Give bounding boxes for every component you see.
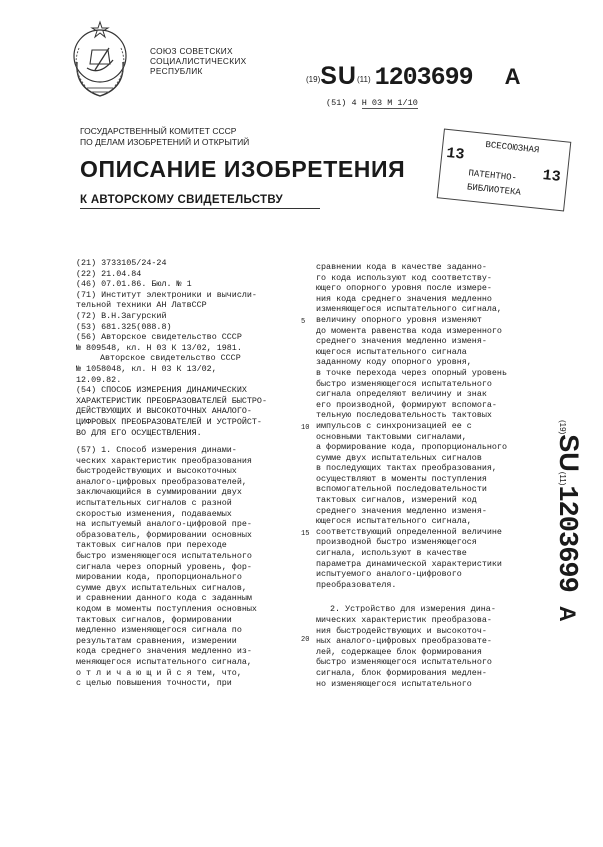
side-publication-number (548, 420, 588, 680)
claim-line: быстро изменяющегося испытательного (316, 378, 492, 389)
side-patent-number: 1203699 (551, 485, 581, 592)
claim-line: быстродействующих и высокоточных (76, 466, 237, 477)
line-number: 10 (301, 424, 310, 432)
claim-line: кода среднего значения медленно из- (76, 646, 252, 657)
biblio-line: ДЕЙСТВУЮЩИХ И ВЫСОКОТОЧНЫХ АНАЛОГО- (76, 406, 252, 417)
country-name-block (150, 46, 246, 76)
claim-line: ющегося испытательного сигнала (316, 346, 467, 357)
library-stamp (437, 129, 572, 212)
claim-line: заключающийся в суммировании двух (76, 487, 242, 498)
claim-line: его производной, формируют вспомога- (316, 399, 497, 410)
biblio-line: (53) 681.325(088.8) (76, 321, 172, 332)
right-column (316, 262, 540, 689)
stamp-number: 13 (541, 167, 562, 186)
ipc-prefix: (51) 4 (326, 98, 357, 108)
biblio-line: тельной техники АН ЛатвССР (76, 300, 207, 311)
claim-line: среднего значения медленно изменя- (316, 336, 487, 347)
claim-line: с целью повышения точности, при (76, 678, 232, 689)
claim-line: преобразователя. (316, 579, 397, 590)
ipc-classification (326, 98, 418, 108)
country-line: СОЮЗ СОВЕТСКИХ (150, 46, 233, 56)
claim-line: мировании кода, пропорционального (76, 572, 242, 583)
claim-line: сигнала, используют в качестве (316, 548, 467, 559)
country-code: SU (320, 62, 357, 90)
code-19: (19) (306, 75, 321, 84)
claim-line: ющего опорного уровня после измере- (316, 283, 492, 294)
claim-line: а формирование кода, пропорционального (316, 442, 507, 453)
stamp-line: ПАТЕНТНО- (467, 168, 518, 184)
claim-line: сравнении кода в качестве заданно- (316, 262, 487, 272)
biblio-line: (22) 21.04.84 (76, 268, 142, 279)
biblio-line: (72) В.Н.Загурский (76, 310, 167, 321)
biblio-line: ЦИФРОВЫХ ПРЕОБРАЗОВАТЕЛЕЙ И УСТРОЙСТ- (76, 416, 262, 427)
claim-line: в последующих тактах преобразования, (316, 463, 497, 474)
claim-line: о т л и ч а ю щ и й с я тем, что, (76, 667, 242, 678)
side-number-text (551, 420, 584, 622)
claim-line: заданному коду опорного уровня, (316, 357, 472, 368)
ussr-emblem-icon (65, 18, 135, 102)
claim-line: вспомогательной последовательности (316, 484, 487, 495)
claim-line: величину опорного уровня изменяют (316, 314, 482, 325)
biblio-line: ХАРАКТЕРИСТИК ПРЕОБРАЗОВАТЕЛЕЙ БЫСТРО- (76, 395, 267, 406)
biblio-line: (54) СПОСОБ ИЗМЕРЕНИЯ ДИНАМИЧЕСКИХ (76, 385, 247, 396)
claim-line: импульсов с синхронизацией ее с (316, 420, 472, 431)
committee-line: ГОСУДАРСТВЕННЫЙ КОМИТЕТ СССР (80, 126, 237, 136)
claim-line: на испытуемый аналого-цифровой пре- (76, 519, 252, 530)
side-country-code: SU (554, 434, 584, 472)
claim-line: го кода используют код соответству- (316, 272, 492, 283)
line-number: 20 (301, 636, 310, 644)
claim-line: сигнала через опорный уровень, фор- (76, 561, 252, 572)
claim-line: аналого-цифровых преобразователей, (76, 476, 247, 487)
claim-line: до момента равенства кода измеренного (316, 325, 502, 336)
claim-line: ющегося испытательного сигнала, (316, 516, 472, 527)
stamp-line: ВСЕСОЮЗНАЯ (484, 139, 540, 156)
claim-line: образователь, формировании основных (76, 529, 252, 540)
claim-line: скоростью изменения, подаваемых (76, 508, 232, 519)
stamp-number: 13 (445, 144, 466, 164)
title-divider (80, 208, 320, 209)
biblio-line: (21) 3733105/24-24 (76, 258, 167, 268)
committee-block (80, 126, 249, 147)
biblio-line: № 1058048, кл. Н 03 К 13/02, (76, 363, 217, 374)
claim-line: сигнала, блок формирования медлен- (316, 667, 487, 678)
claim-line: параметра динамической характеристики (316, 558, 502, 569)
claim-line: быстро изменяющегося испытательного (76, 551, 252, 562)
biblio-line: (46) 07.01.86. Бюл. № 1 (76, 279, 192, 290)
side-code-11: (11) (558, 471, 567, 486)
document-title: ОПИСАНИЕ ИЗОБРЕТЕНИЯ (80, 156, 406, 182)
claim-line: производной быстро изменяющегося (316, 537, 477, 548)
bibliographic-data (76, 258, 296, 438)
claim-line: медленно изменяющегося сигнала по (76, 625, 242, 636)
claim-line: среднего значения медленно изменя- (316, 505, 487, 516)
biblio-line: ВО ДЛЯ ЕГО ОСУЩЕСТВЛЕНИЯ. (76, 427, 202, 438)
claim-line: ния кода среднего значения медленно (316, 293, 492, 304)
claim-line: соответствующий определенной величине (316, 526, 502, 537)
claim-2 (316, 604, 540, 689)
claim-line: 2. Устройство для измерения дина- (330, 604, 496, 615)
stamp-line: БИБЛИОТЕКА (466, 182, 522, 198)
claim-line: тактовых сигналов при переходе (76, 540, 227, 551)
ipc-code: Н 03 М 1/10 (361, 98, 418, 108)
country-line: РЕСПУБЛИК (150, 66, 203, 76)
claim-line: тельную последовательность тактовых (316, 410, 492, 421)
side-code-19: (19) (558, 420, 567, 435)
committee-line: ПО ДЕЛАМ ИЗОБРЕТЕНИЙ И ОТКРЫТИЙ (80, 136, 250, 147)
side-kind-code: A (555, 605, 580, 622)
claim-1-start (76, 445, 296, 689)
claim-line: результатам сравнения, измерении (76, 635, 237, 646)
claim-line: осуществляют в моменты поступления (316, 473, 487, 484)
claim-line: ческих характеристик преобразования (76, 455, 252, 466)
publication-number (306, 62, 521, 92)
biblio-line: Авторское свидетельство СССР (100, 353, 241, 364)
claim-line: сумме двух испытательных сигналов (316, 452, 482, 463)
patent-number: 1203699 (374, 63, 473, 92)
line-number: 5 (301, 318, 306, 326)
country-line: СОЦИАЛИСТИЧЕСКИХ (150, 56, 247, 66)
claim-line: быстро изменяющегося испытательного (316, 657, 492, 668)
claim-1-continued (316, 262, 540, 590)
claim-line: сигнала определяют величину и знак (316, 389, 487, 400)
claim-line: тактовых сигналов, измерений код (316, 495, 477, 506)
claim-line: ния быстродействующих и высокоточ- (316, 625, 487, 636)
claim-line: мических характеристик преобразова- (316, 615, 492, 625)
claim-line: тактовых сигналов, формировании (76, 614, 232, 625)
claim-line: и сравнении данного кода с заданным (76, 593, 252, 604)
claim-line: (57) 1. Способ измерения динами- (76, 445, 237, 456)
biblio-line: 12.09.82. (76, 374, 122, 385)
claim-line: испытуемого аналого-цифрового (316, 569, 462, 580)
biblio-line: (71) Институт электроники и вычисли- (76, 289, 257, 300)
claim-line: испытательных сигналов с разной (76, 498, 232, 509)
claim-line: сумме двух испытательных сигналов, (76, 582, 247, 593)
claim-line: но изменяющегося испытательного (316, 678, 472, 689)
claim-line: изменяющегося испытательного сигнала, (316, 304, 502, 315)
claim-line: основными тактовыми сигналами, (316, 431, 467, 442)
line-number: 15 (301, 530, 310, 538)
claim-line: кодом в моменты поступления основных (76, 604, 257, 614)
kind-code: A (504, 64, 521, 89)
claim-line: меняющегося испытательного сигнала, (76, 656, 252, 667)
claim-line: лей, содержащее блок формирования (316, 646, 482, 657)
left-column (76, 258, 296, 689)
code-11: (11) (356, 75, 371, 84)
document-subtitle: К АВТОРСКОМУ СВИДЕТЕЛЬСТВУ (80, 194, 283, 206)
biblio-line: (56) Авторское свидетельство СССР (76, 332, 242, 343)
claim-line: ных аналого-цифровых преобразовате- (316, 636, 492, 647)
biblio-line: № 809548, кл. Н 03 К 13/02, 1981. (76, 342, 242, 353)
claim-line: в точке перехода через опорный уровень (316, 367, 507, 378)
